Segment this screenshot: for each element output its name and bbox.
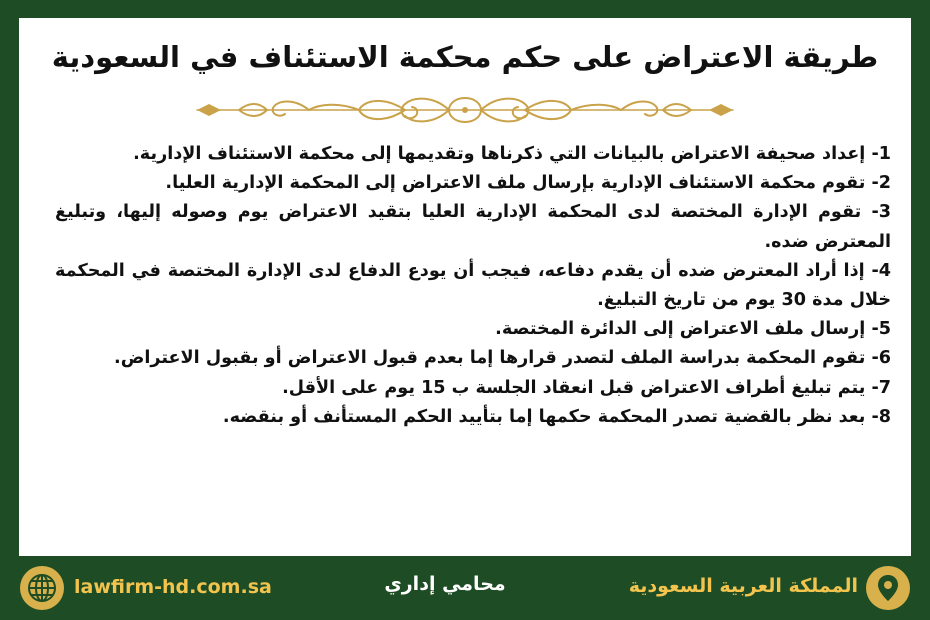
steps-list bbox=[55, 140, 891, 432]
website-link[interactable]: lawfirm-hd.com.sa bbox=[74, 576, 272, 598]
step-3: 3- تقوم الإدارة المختصة لدى المحكمة الإدارية العليا بتقيد الاعتراض يوم وصوله إليها، وتبليغ المعترض ضده. bbox=[55, 202, 891, 252]
step-5: 5- إرسال ملف الاعتراض إلى الدائرة المختصة. bbox=[495, 319, 891, 340]
page-title: طريقة الاعتراض على حكم محكمة الاستئناف في السعودية bbox=[51, 40, 879, 74]
practice-label: محامي إداري bbox=[384, 573, 506, 595]
step-7: 7- يتم تبليغ أطراف الاعتراض قبل انعقاد الجلسة ب 15 يوم على الأقل. bbox=[282, 377, 891, 398]
globe-icon bbox=[20, 566, 64, 610]
step-1: 1- إعداد صحيفة الاعتراض بالبيانات التي ذكرناها وتقديمها إلى محكمة الاستئناف الإدارية. bbox=[133, 144, 891, 164]
step-6: 6- تقوم المحكمة بدراسة الملف لتصدر قرارها إما بعدم قبول الاعتراض أو بقبول الاعتراض. bbox=[114, 348, 891, 369]
step-8: 8- بعد نظر بالقضية تصدر المحكمة حكمها إما بتأييد الحكم المستأنف أو بنقضه. bbox=[222, 406, 891, 427]
step-2: 2- تقوم محكمة الاستئناف الإدارية بإرسال ملف الاعتراض إلى المحكمة الإدارية العليا. bbox=[165, 173, 891, 194]
country-label: المملكة العربية السعودية bbox=[628, 575, 858, 597]
content-card bbox=[19, 18, 911, 556]
footer-bar bbox=[0, 556, 930, 620]
divider-ornament-icon bbox=[179, 90, 751, 130]
step-4: 4- إذا أراد المعترض ضده أن يقدم دفاعه، فيجب أن يودع الدفاع لدى الإدارة المختصة في المحكمة خلال مدة 30 يوم من تاريخ التبليغ. bbox=[55, 260, 891, 311]
location-pin-icon bbox=[866, 566, 910, 610]
